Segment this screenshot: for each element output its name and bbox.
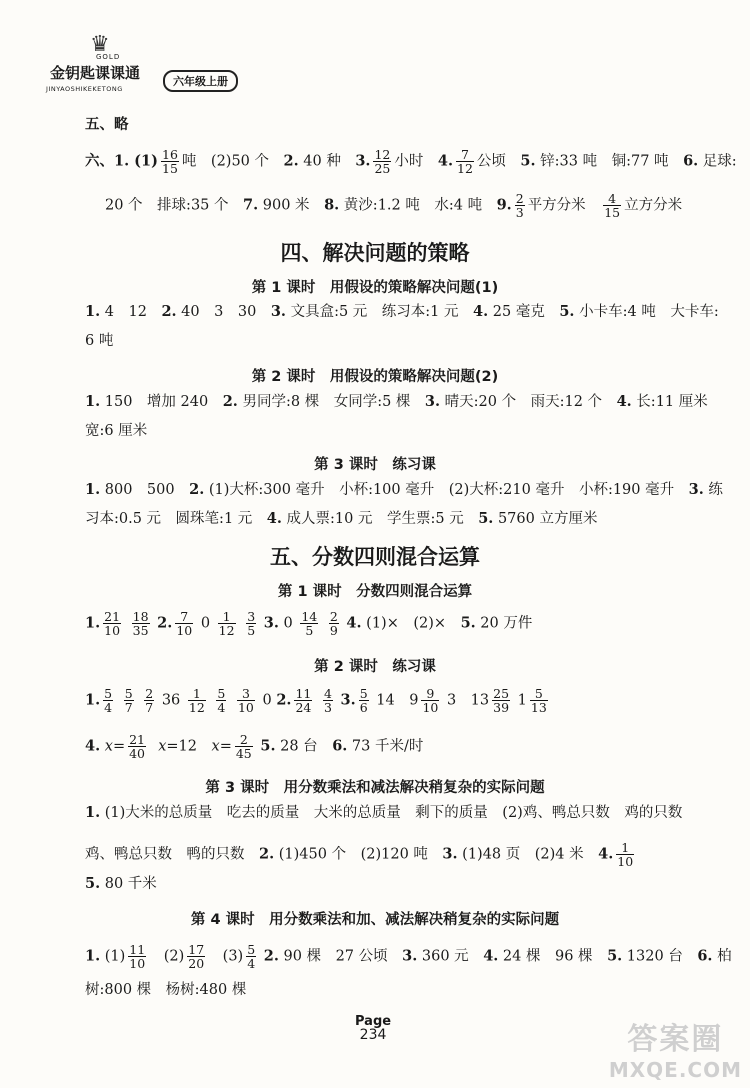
- answer-line: 5. 80 千米: [85, 875, 157, 892]
- section-title: 四、解决问题的策略: [280, 241, 470, 265]
- fraction: $\frac{11}{24}$: [295, 686, 312, 716]
- fraction: $\frac{1}{12}$: [218, 609, 235, 639]
- page-number-value: 234: [359, 1027, 387, 1043]
- fraction: $\frac{2}{9}$: [329, 609, 338, 639]
- brand-name: 金钥匙课课通: [50, 64, 141, 82]
- answer-line: 1. 4 12 2. 40 3 30 3. 文具盒:5 元 练习本:1 元 4. 25 毫克 5. 小卡车:4 吨 大卡车:: [85, 303, 719, 320]
- lesson-title: 第 1 课时 用假设的策略解决问题(1): [251, 280, 499, 296]
- fraction: $\frac{18}{35}$: [132, 609, 149, 639]
- logo-gold-text: GOLD: [96, 53, 121, 61]
- answer-line: 1. $\frac{5}{4}$ $\frac{5}{7}$ $\frac{2}{7}$ 36 $\frac{1}{12}$ $\frac{5}{4}$ $\frac{3}{10}$ 0 2. $\frac{11}{24}$ $\frac{4}{3}$ 3. $\frac{5}{6}$ 14 9 $\frac{9}{10}$ 3 13 $\frac{25}{39}$ 1 $\frac{5}{13}$: [85, 686, 547, 716]
- answer-line: 6 吨: [85, 333, 114, 349]
- answer-line: 五、略: [85, 116, 129, 133]
- fraction: $\frac{3}{5}$: [247, 609, 256, 639]
- fraction: $\frac{2}{7}$: [145, 686, 154, 716]
- answer-line: 宽:6 厘米: [85, 423, 148, 439]
- page-label: Page: [355, 1014, 392, 1029]
- answer-line: 鸡、鸭总只数 鸭的只数 2. (1)450 个 (2)120 吨 3. (1)48 页 (2)4 米 4. $\frac{1}{10}$: [85, 840, 634, 870]
- fraction: $\frac{2}{45}$: [235, 732, 252, 762]
- brand-pinyin: JINYAOSHIKEKETONG: [46, 85, 123, 93]
- fraction: $\frac{25}{39}$: [493, 686, 510, 716]
- fraction: $\frac{14}{5}$: [301, 609, 318, 639]
- fraction: $\frac{2}{3}$: [515, 191, 524, 221]
- fraction: $\frac{21}{40}$: [129, 732, 145, 762]
- lesson-title: 第 4 课时 用分数乘法和加、减法解决稍复杂的实际问题: [190, 912, 560, 928]
- fraction: $\frac{5}{6}$: [359, 686, 368, 716]
- fraction: $\frac{4}{3}$: [323, 686, 332, 716]
- watermark: [609, 1014, 742, 1082]
- answer-line: 树:800 棵 杨树:480 棵: [85, 982, 247, 998]
- fraction: $\frac{4}{15}$: [604, 191, 621, 221]
- answer-line: 1. (1)大米的总质量 吃去的质量 大米的总质量 剩下的质量 (2)鸡、鸭总只数 鸡的只数: [85, 804, 683, 821]
- answer-line: 1. 800 500 2. (1)大杯:300 毫升 小杯:100 毫升 (2)大杯:210 毫升 小杯:190 毫升 3. 练: [85, 481, 723, 498]
- answer-line: 20 个 排球:35 个 7. 900 米 8. 黄沙:1.2 吨 水:4 吨 9. $\frac{2}{3}$ 平方分米 $\frac{4}{15}$ 立方分米: [105, 191, 683, 221]
- crown-icon: ♛: [90, 32, 110, 57]
- lesson-title: 第 3 课时 用分数乘法和减法解决稍复杂的实际问题: [205, 780, 545, 796]
- watermark-text: 答案圈: [627, 1022, 724, 1057]
- fraction: $\frac{17}{20}$: [188, 942, 205, 972]
- brand-logo: [38, 32, 253, 102]
- lesson-title: 第 2 课时 用假设的策略解决问题(2): [251, 369, 499, 385]
- fraction: $\frac{5}{4}$: [104, 686, 113, 716]
- lesson-title: 第 1 课时 分数四则混合运算: [277, 584, 473, 600]
- page-number: [355, 1015, 391, 1043]
- answer-line: 习本:0.5 元 圆珠笔:1 元 4. 成人票:10 元 学生票:5 元 5. 5760 立方厘米: [85, 510, 598, 527]
- answer-line: 六、1. (1) $\frac{16}{15}$ 吨 (2)50 个 2. 40 种 3. $\frac{12}{25}$ 小时 4. $\frac{7}{12}$ 公顷 5. 锌:33 吨 铜:77 吨 6. 足球:: [85, 147, 737, 177]
- fraction: $\frac{7}{10}$: [176, 609, 193, 639]
- fraction: $\frac{1}{10}$: [617, 840, 634, 870]
- fraction: $\frac{12}{25}$: [374, 147, 391, 177]
- answer-line: 1. 150 增加 240 2. 男同学:8 棵 女同学:5 棵 3. 晴天:20 个 雨天:12 个 4. 长:11 厘米: [85, 393, 708, 410]
- lesson-title: 第 3 课时 练习课: [314, 457, 436, 473]
- grade-badge: 六年级上册: [163, 70, 238, 92]
- fraction: $\frac{9}{10}$: [422, 686, 439, 716]
- answer-line: 4. x= $\frac{21}{40}$ x=12 x= $\frac{2}{45}$ 5. 28 台 6. 73 千米/时: [85, 732, 424, 762]
- fraction: $\frac{11}{10}$: [129, 942, 146, 972]
- fraction: $\frac{3}{10}$: [237, 686, 254, 716]
- answer-line: 1. $\frac{21}{10}$ $\frac{18}{35}$ 2. $\frac{7}{10}$ 0 $\frac{1}{12}$ $\frac{3}{5}$ 3. 0 $\frac{14}{5}$ $\frac{2}{9}$ 4. (1)× (2)× 5. 20 万件: [85, 609, 533, 639]
- fraction: $\frac{1}{12}$: [188, 686, 205, 716]
- fraction: $\frac{16}{15}$: [162, 147, 178, 177]
- fraction: $\frac{5}{4}$: [217, 686, 226, 716]
- fraction: $\frac{7}{12}$: [457, 147, 473, 177]
- answer-line: 1. (1) $\frac{11}{10}$ (2) $\frac{17}{20}$ (3) $\frac{5}{4}$ 2. 90 棵 27 公顷 3. 360 元 4. 24 棵 96 棵 5. 1320 台 6. 柏: [85, 942, 732, 972]
- section-title: 五、分数四则混合运算: [270, 545, 480, 569]
- fraction: $\frac{5}{13}$: [530, 686, 547, 716]
- lesson-title: 第 2 课时 练习课: [314, 659, 436, 675]
- watermark-url: MXQE.COM: [608, 1058, 742, 1082]
- fraction: $\frac{21}{10}$: [104, 609, 121, 639]
- fraction: $\frac{5}{4}$: [247, 942, 256, 972]
- fraction: $\frac{5}{7}$: [124, 686, 133, 716]
